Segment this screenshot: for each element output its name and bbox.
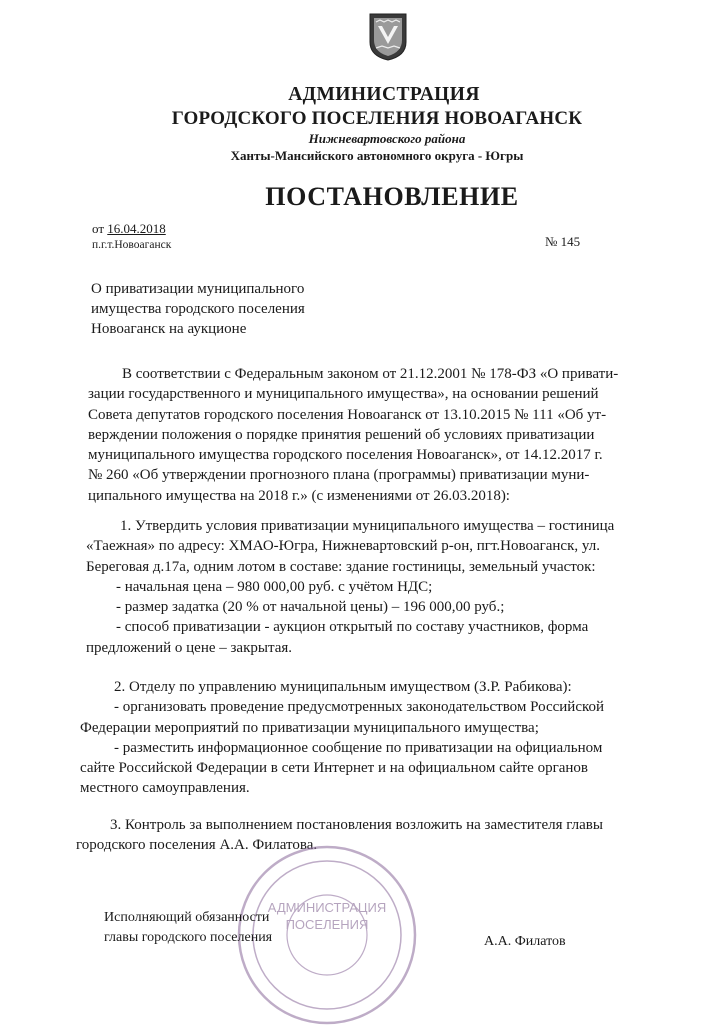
item-1-line: «Таежная» по адресу: ХМАО-Югра, Нижневартовский р-он, пгт.Новоаганск, ул. (86, 538, 600, 555)
signature-title (104, 908, 272, 948)
item-2-bullet: - разместить информационное сообщение по приватизации на официальном (114, 739, 603, 756)
preamble-line: муниципального имущества городского поселения Новоаганск», от 14.12.2017 г. (88, 447, 603, 464)
header-settlement: ГОРОДСКОГО ПОСЕЛЕНИЯ НОВОАГАНСК (171, 108, 583, 129)
item-2-bullet: - организовать проведение предусмотренных законодательством Российской (114, 699, 605, 716)
document-subject (91, 279, 305, 339)
item-3-line: 3. Контроль за выполнением постановления возложить на заместителя главы (110, 817, 603, 833)
preamble-line: В соответствии с Федеральным законом от 21.12.2001 № 178-ФЗ «О привати- (122, 366, 619, 382)
subject-line: О приватизации муниципального (91, 281, 305, 297)
item-2-paragraph (80, 677, 680, 799)
document-date (92, 221, 166, 237)
header-district: Нижневартовского района (308, 131, 466, 146)
preamble-line: № 260 «Об утверждении прогнозного плана (программы) приватизации муни- (88, 467, 590, 484)
item-1-line: 1. Утвердить условия приватизации муниципального имущества – гостиница (120, 518, 615, 534)
signature-title-line: Исполняющий обязанности (104, 910, 270, 925)
item-1-bullet: - начальная цена – 980 000,00 руб. с учётом НДС; (116, 578, 433, 595)
item-2-line: местного самоуправления. (80, 780, 250, 797)
item-1-paragraph (86, 516, 686, 658)
item-2-head: 2. Отделу по управлению муниципальным имуществом (З.Р. Рабикова): (114, 679, 572, 695)
coat-of-arms-emblem (368, 12, 408, 62)
date-prefix: от (92, 221, 105, 236)
preamble-paragraph (88, 364, 688, 506)
preamble-line: верждении положения о порядке принятия решений об условиях приватизации (88, 426, 595, 443)
header-administration: АДМИНИСТРАЦИЯ (288, 84, 480, 105)
stamp-text-1: АДМИНИСТРАЦИЯ (267, 900, 387, 915)
subject-line: Новоаганск на аукционе (91, 321, 247, 337)
signatory-name: А.А. Филатов (484, 934, 566, 949)
item-1-line: Береговая д.17а, одним лотом в составе: здание гостиницы, земельный участок: (86, 558, 596, 575)
header-okrug: Ханты-Мансийского автономного округа - Югры (230, 148, 524, 163)
preamble-line: зации государственного и муниципального имущества», на основании решений (88, 386, 599, 403)
item-1-bullet: - способ приватизации - аукцион открытый по составу участников, форма (116, 619, 589, 636)
signature-title-line: главы городского поселения (104, 930, 273, 945)
stamp-text-2: ПОСЕЛЕНИЯ (285, 917, 369, 932)
preamble-line: Совета депутатов городского поселения Новоаганск от 13.10.2015 № 111 «Об ут- (88, 406, 607, 423)
item-1-line: предложений о цене – закрытая. (86, 639, 293, 656)
document-type-title: ПОСТАНОВЛЕНИЕ (265, 182, 519, 211)
document-number: № 145 (545, 234, 581, 249)
document-place: п.г.т.Новоаганск (92, 239, 172, 251)
item-2-line: Федерации мероприятий по приватизации муниципального имущества; (80, 719, 539, 736)
item-1-bullet: - размер задатка (20 % от начальной цены) – 196 000,00 руб.; (116, 599, 505, 616)
date-value: 16.04.2018 (107, 221, 166, 236)
subject-line: имущества городского поселения (91, 301, 305, 317)
item-3-line: городского поселения А.А. Филатова. (76, 837, 318, 854)
preamble-line: ципального имущества на 2018 г.» (с изменениями от 26.03.2018): (88, 487, 510, 504)
item-2-line: сайте Российской Федерации в сети Интернет и на официальном сайте органов (80, 760, 589, 777)
